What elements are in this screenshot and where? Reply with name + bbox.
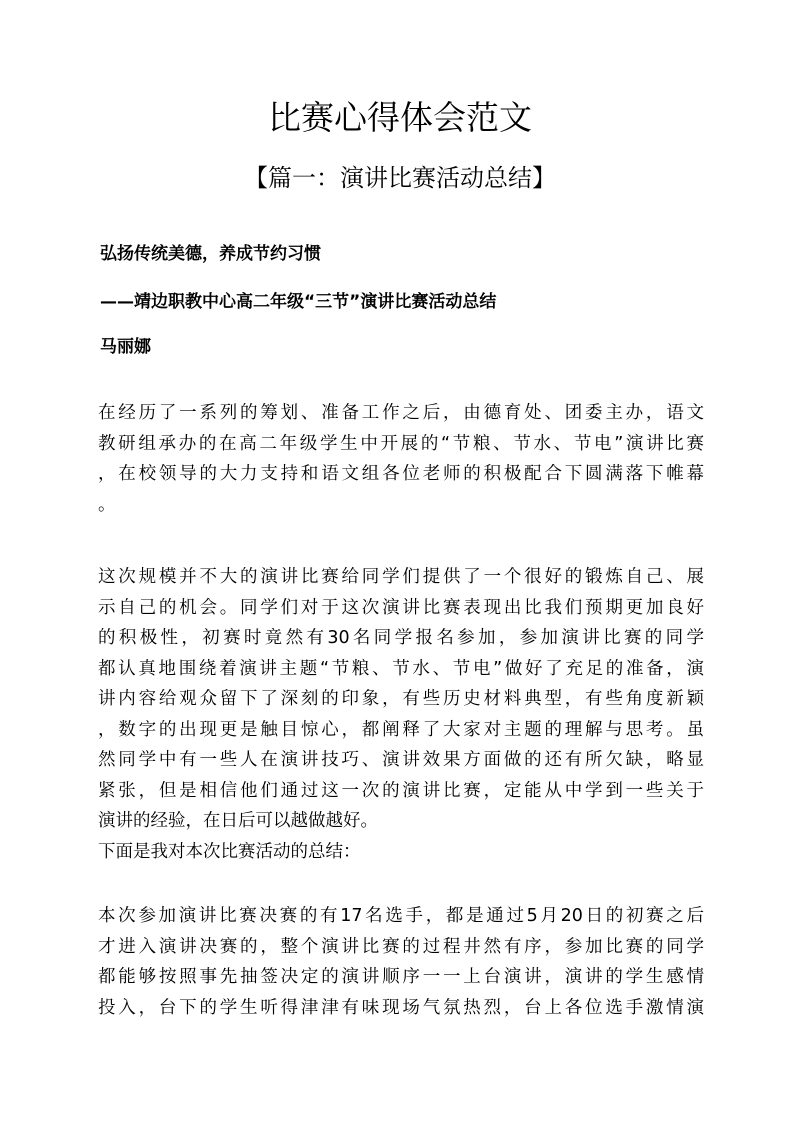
paragraph-line: 紧张，但是相信他们通过这一次的演讲比赛，定能从中学到一些关于 bbox=[98, 780, 704, 801]
paragraph-line: 在经历了一系列的筹划、准备工作之后，由德育处、团委主办，语文 bbox=[98, 403, 704, 423]
paragraph-finals bbox=[98, 901, 704, 1023]
paragraph-line: 都认真地围绕着演讲主题“节粮、节水、节电”做好了充足的准备，演 bbox=[98, 658, 704, 679]
paragraph-line: 投入，台下的学生听得津津有味现场气氛热烈，台上各位选手激情演 bbox=[98, 997, 704, 1018]
author-name: 马丽娜 bbox=[100, 337, 151, 357]
paragraph-line: ，在校领导的大力支持和语文组各位老师的积极配合下圆满落下帷幕 bbox=[98, 464, 704, 484]
document-title: 比赛心得体会范文 bbox=[268, 98, 532, 137]
paragraph-line: 然同学中有一些人在演讲技巧、演讲效果方面做的还有所欠缺，略显 bbox=[98, 750, 704, 770]
paragraph-line: 示自己的机会。同学们对于这次演讲比赛表现出比我们预期更加良好 bbox=[98, 597, 704, 618]
paragraph-line: 这次规模并不大的演讲比赛给同学们提供了一个很好的锻炼自己、展 bbox=[98, 567, 704, 587]
paragraph-line: 讲内容给观众留下了深刻的印象，有些历史材料典型，有些角度新颖 bbox=[98, 689, 704, 709]
paragraph-line: 的积极性，初赛时竟然有30名同学报名参加，参加演讲比赛的同学 bbox=[98, 628, 704, 648]
document-subtitle: 【篇一：演讲比赛活动总结】 bbox=[244, 164, 556, 192]
paragraph-line: 都能够按照事先抽签决定的演讲顺序一一上台演讲，演讲的学生感情 bbox=[98, 967, 704, 987]
paragraph-line: 演讲的经验，在日后可以越做越好。 bbox=[98, 811, 378, 831]
paragraph-intro bbox=[98, 398, 704, 520]
paragraph-line: 。 bbox=[98, 494, 116, 515]
paragraph-line: 下面是我对本次比赛活动的总结： bbox=[98, 841, 361, 862]
paragraph-line: 本次参加演讲比赛决赛的有17名选手，都是通过5月20日的初赛之后 bbox=[98, 906, 704, 926]
speech-topic: 弘扬传统美德，养成节约习惯 bbox=[100, 244, 321, 264]
event-summary-line: ——靖边职教中心高二年级“三节”演讲比赛活动总结 bbox=[100, 292, 497, 312]
paragraph-line: ，数字的出现更是触目惊心，都阐释了大家对主题的理解与思考。虽 bbox=[98, 719, 704, 740]
paragraph-line: 才进入演讲决赛的，整个演讲比赛的过程井然有序，参加比赛的同学 bbox=[98, 936, 704, 957]
paragraph-line: 教研组承办的在高二年级学生中开展的“节粮、节水、节电”演讲比赛 bbox=[98, 433, 704, 454]
paragraph-competition bbox=[98, 562, 704, 867]
